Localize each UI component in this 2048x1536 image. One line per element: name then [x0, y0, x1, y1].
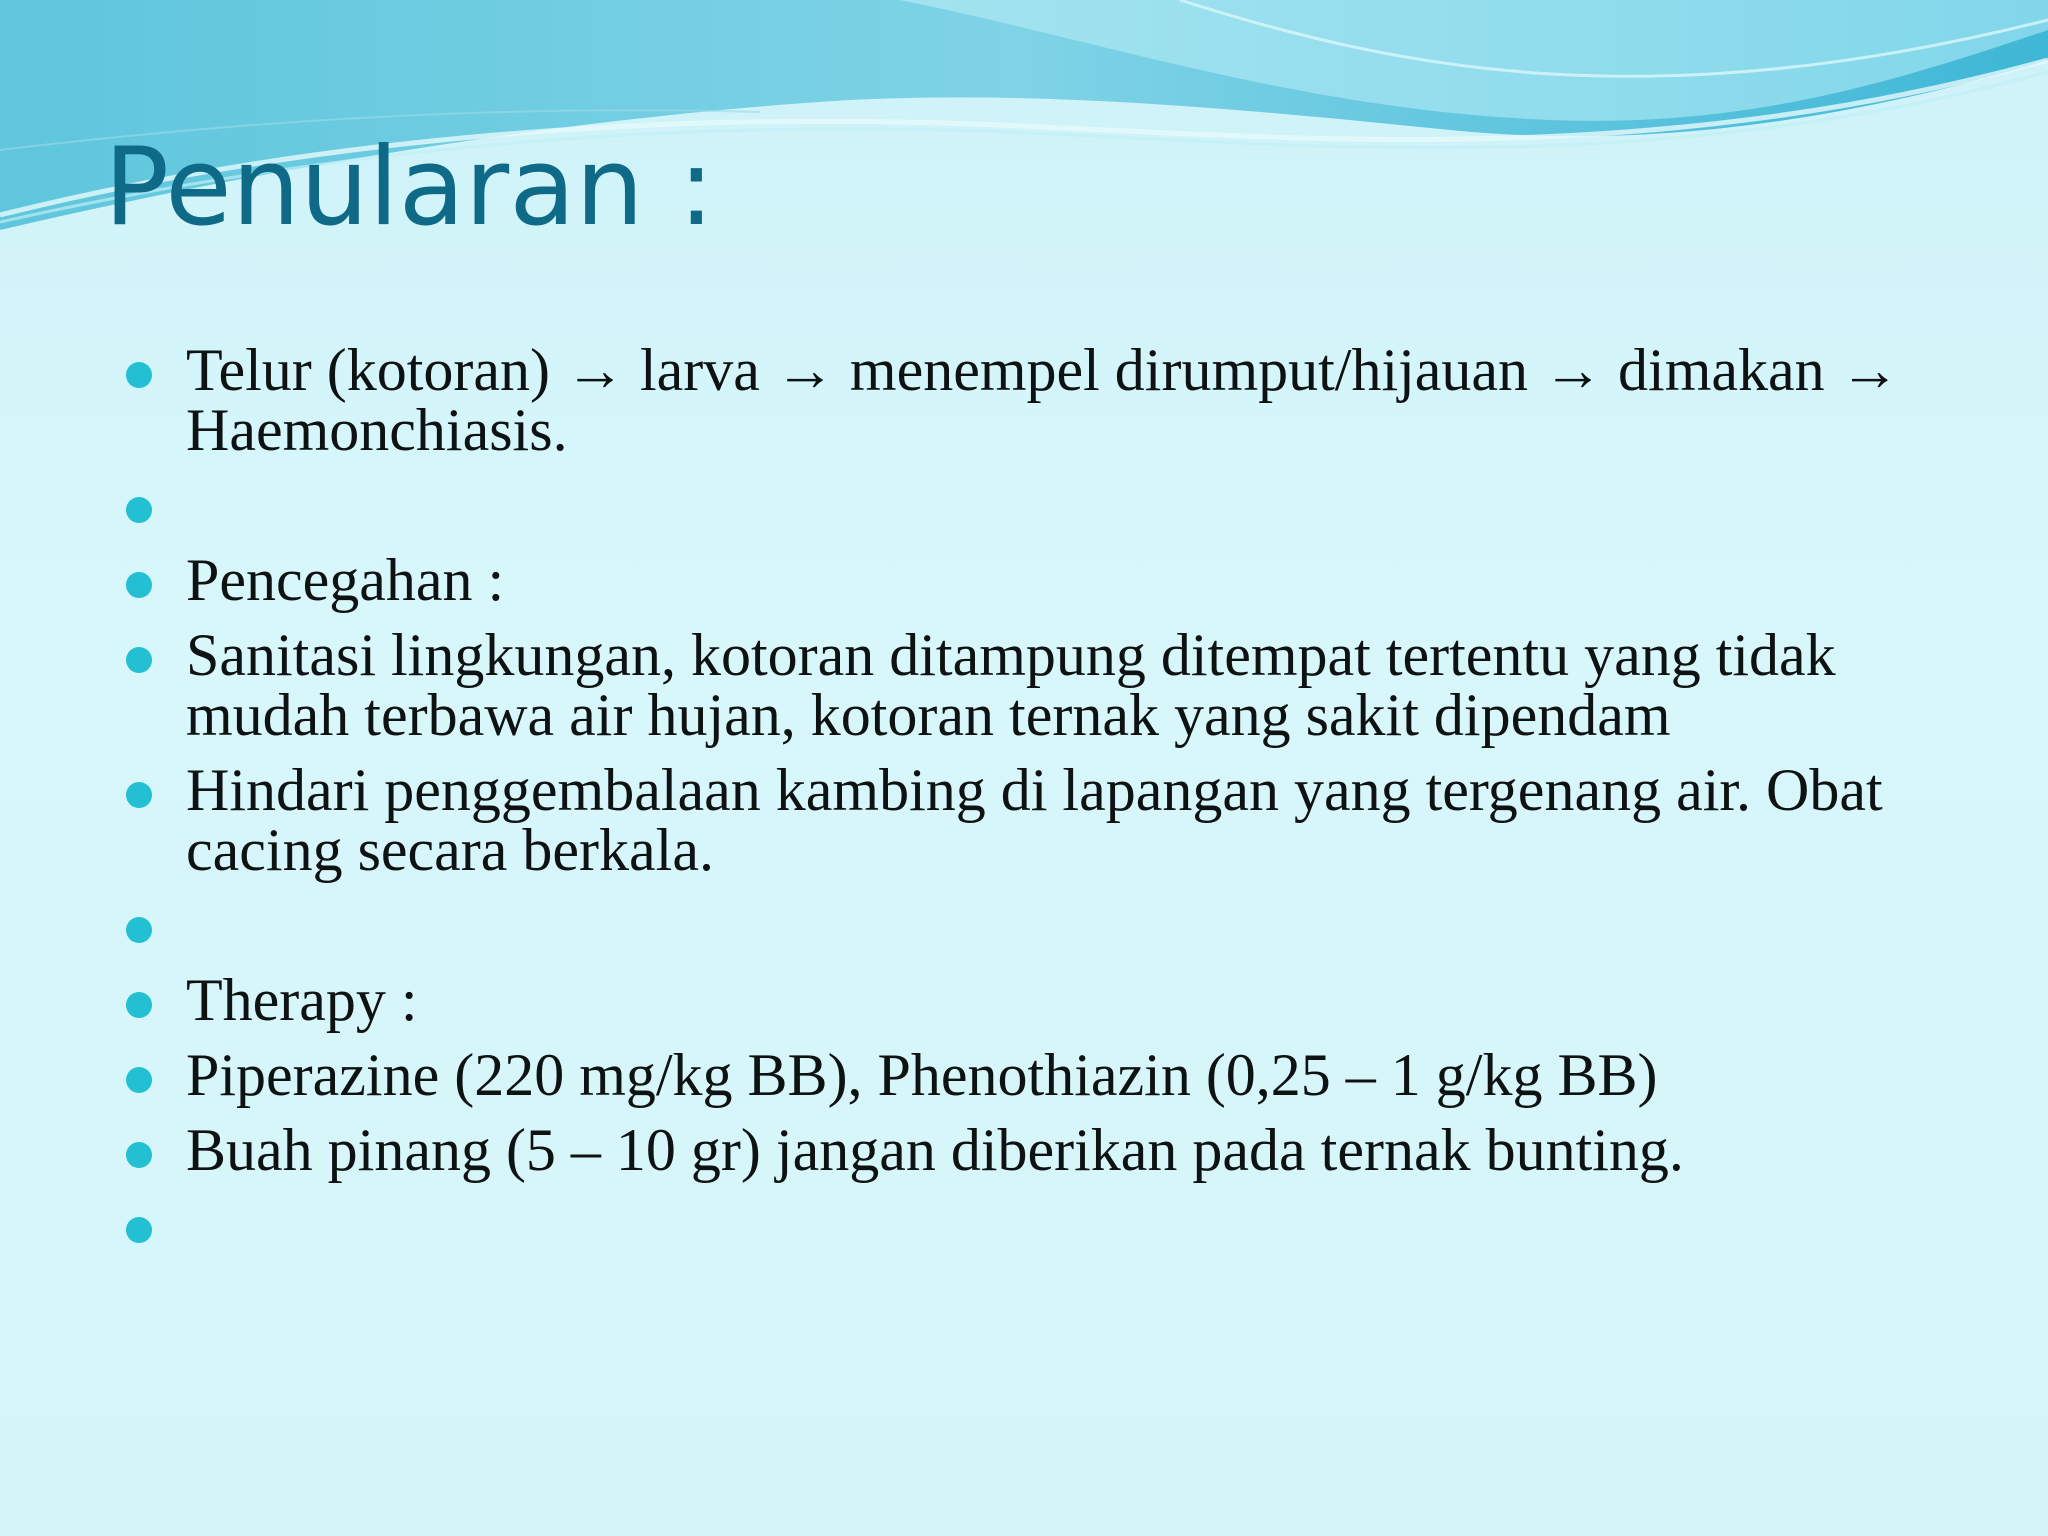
bullet-transmission-cycle — [126, 337, 1926, 463]
bullet-text: Sanitasi lingkungan, kotoran ditampung ditempat tertentu yang tidak mudah terbawa air hujan, kotoran ternak yang sakit dipendam — [186, 622, 1836, 748]
bullet-empty — [126, 895, 1926, 955]
bullet-text — [186, 895, 1926, 955]
bullet-text — [186, 475, 1926, 535]
bullet-piperazine — [126, 1042, 1926, 1108]
bullet-dot-icon — [126, 1067, 152, 1093]
bullet-text: Pencegahan : — [186, 547, 505, 613]
bullet-dot-icon — [126, 497, 152, 523]
bullet-dot-icon — [126, 917, 152, 943]
slide-title: Penularan : — [104, 125, 715, 250]
bullet-betel-nut — [126, 1117, 1926, 1183]
bullet-text: Hindari penggembalaan kambing di lapangan yang tergenang air. Obat cacing secara berkala. — [186, 757, 1883, 883]
bullet-text: Buah pinang (5 – 10 gr) jangan diberikan pada ternak bunting. — [186, 1117, 1684, 1183]
bullet-dot-icon — [126, 782, 152, 808]
bullet-dot-icon — [126, 362, 152, 388]
bullet-text: Telur (kotoran) → larva → menempel dirumput/hijauan → dimakan → Haemonchiasis. — [186, 337, 1900, 463]
bullet-dot-icon — [126, 572, 152, 598]
bullet-prevention-heading — [126, 547, 1926, 613]
bullet-dot-icon — [126, 1142, 152, 1168]
bullet-list — [126, 337, 1926, 1270]
bullet-dot-icon — [126, 647, 152, 673]
bullet-empty — [126, 475, 1926, 535]
bullet-dot-icon — [126, 1217, 152, 1243]
bullet-sanitation — [126, 622, 1926, 748]
bullet-text — [186, 1195, 1926, 1255]
bullet-avoid-grazing — [126, 757, 1926, 883]
bullet-therapy-heading — [126, 967, 1926, 1033]
bullet-dot-icon — [126, 992, 152, 1018]
bullet-text: Therapy : — [186, 967, 418, 1033]
bullet-text: Piperazine (220 mg/kg BB), Phenothiazin (0,25 – 1 g/kg BB) — [186, 1042, 1658, 1108]
bullet-empty — [126, 1195, 1926, 1255]
